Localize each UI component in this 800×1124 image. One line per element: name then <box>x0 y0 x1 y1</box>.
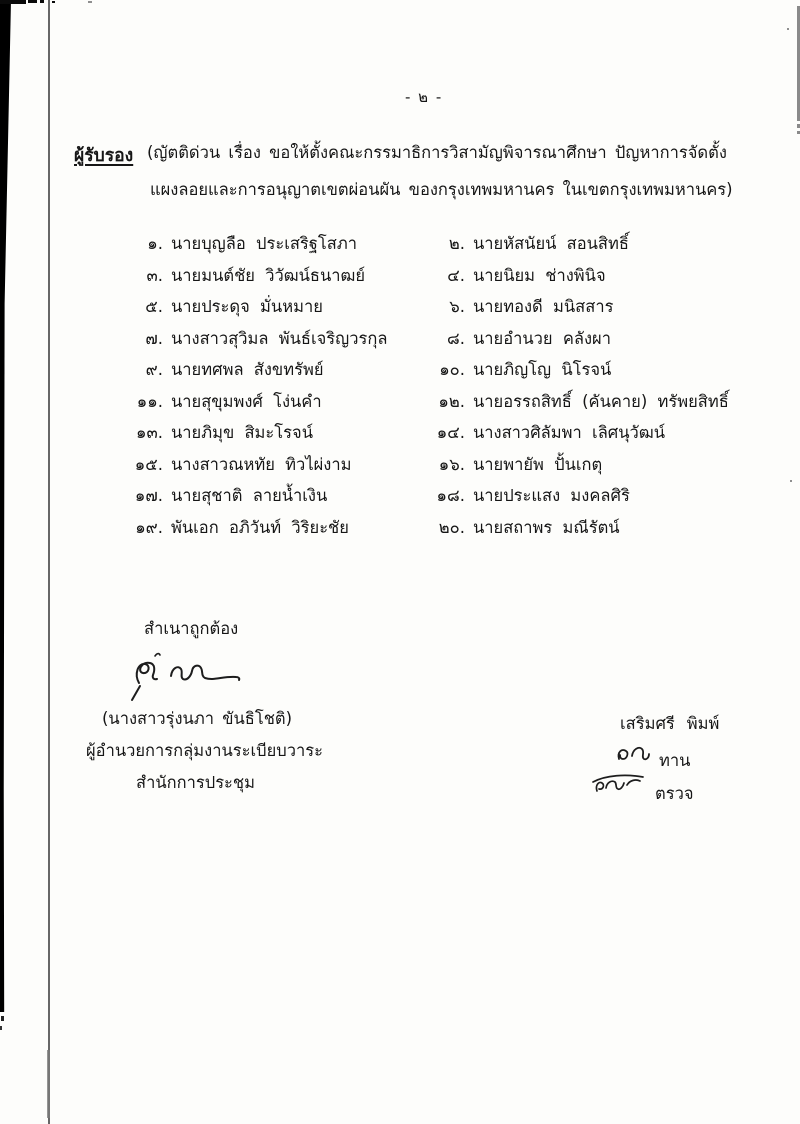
endorser-number: ๙. <box>145 360 163 379</box>
endorser-number: ๑๖. <box>438 454 465 474</box>
endorser-row <box>423 483 729 515</box>
endorser-name: นายสถาพร มณีรัตน์ <box>473 517 620 537</box>
scan-top-smudge <box>40 0 44 3</box>
scan-margin-line <box>48 0 50 1124</box>
endorser-row <box>121 483 387 515</box>
endorser-row <box>423 515 729 547</box>
endorser-name: นายภิมุข สิมะโรจน์ <box>171 423 313 442</box>
endorser-name: นางสาวณหทัย ทิวไผ่งาม <box>171 454 352 474</box>
endorser-number: ๓. <box>146 265 163 285</box>
typist-line <box>620 712 719 736</box>
endorser-number: ๑๑. <box>136 391 163 411</box>
endorser-row <box>121 231 387 263</box>
scan-right-edge-dash <box>797 131 800 134</box>
endorser-row <box>423 294 729 326</box>
scan-speck <box>790 480 792 482</box>
endorser-row <box>423 452 729 484</box>
typist-name: เสริมศรี <box>620 714 675 733</box>
certified-copy-label: สำเนาถูกต้อง <box>144 619 239 638</box>
proof-initials-scribble <box>612 744 654 766</box>
scan-speck <box>1 1016 4 1021</box>
scan-speck <box>0 1026 2 1030</box>
endorser-name: พันเอก อภิวันท์ วิริยะชัย <box>171 517 349 537</box>
endorser-number: ๘. <box>447 328 465 348</box>
scan-top-smudge <box>28 0 37 3</box>
signer-name: (นางสาวรุ่งนภา ขันธิโชติ) <box>102 709 293 728</box>
endorser-number: ๑๗. <box>134 486 163 505</box>
endorser-number: ๒๐. <box>438 517 465 537</box>
endorser-number: ๑๕. <box>134 454 163 474</box>
endorser-row <box>121 263 387 295</box>
endorser-name: นายประดุจ มั่นหมาย <box>171 297 323 316</box>
scan-speck <box>88 1 92 3</box>
endorsers-right-column <box>423 231 729 546</box>
typist-label: พิมพ์ <box>686 714 720 733</box>
endorser-number: ๑. <box>147 234 163 253</box>
endorser-name: นายอรรถสิทธิ์ (คันคาย) ทรัพยสิทธิ์ <box>473 391 729 411</box>
endorser-name: นายทศพล สังขทรัพย์ <box>171 360 324 379</box>
endorser-row <box>423 231 729 263</box>
endorser-name: นายประแสง มงคลศิริ <box>473 486 630 505</box>
endorser-name: นางสาวศิลัมพา เลิศนุวัฒน์ <box>473 423 666 442</box>
endorser-number: ๑๐. <box>439 360 465 379</box>
endorser-name: นายพายัพ ปั้นเกตุ <box>473 454 603 474</box>
endorser-number: ๒. <box>448 234 465 253</box>
scan-margin-line-bottom-segment <box>47 1050 50 1118</box>
endorser-name: นายสุขุมพงศ์ โง่นคำ <box>171 391 322 411</box>
proof-label: ทาน <box>659 751 691 770</box>
scan-right-edge-dash <box>797 124 800 128</box>
endorser-row <box>423 326 729 358</box>
endorser-row <box>121 452 387 484</box>
endorser-row <box>121 357 387 389</box>
endorser-number: ๗. <box>145 328 163 348</box>
endorser-row <box>423 357 729 389</box>
endorser-row <box>423 420 729 452</box>
check-initials-scribble <box>590 772 648 798</box>
check-label: ตรวจ <box>655 784 694 803</box>
scan-right-edge-line <box>797 6 800 121</box>
endorser-name: นายอำนวย คลังผา <box>473 328 611 348</box>
page-number: - ๒ - <box>405 88 442 106</box>
signer-office: สำนักการประชุม <box>136 773 255 792</box>
endorsers-left-column <box>121 231 387 546</box>
endorser-name: นายบุญลือ ประเสริฐโสภา <box>171 234 357 253</box>
endorser-number: ๑๙. <box>135 517 163 537</box>
endorser-row <box>423 263 729 295</box>
endorser-row <box>121 420 387 452</box>
motion-subject-line-1: (ญัตติด่วน เรื่อง ขอให้ตั้งคณะกรรมาธิการวิสามัญพิจารณาศึกษา ปัญหาการจัดตั้ง <box>147 143 727 162</box>
scan-top-smudge <box>52 1 55 3</box>
endorser-name: นายทองดี มนิสสาร <box>473 297 614 316</box>
endorser-row <box>121 326 387 358</box>
endorser-number: ๑๓. <box>136 423 163 442</box>
endorser-number: ๑๔. <box>436 423 465 442</box>
endorser-name: นายสุชาติ ลายน้ำเงิน <box>171 486 328 505</box>
endorser-number: ๕. <box>145 297 163 316</box>
scan-left-edge-bar <box>0 0 11 1012</box>
endorser-row <box>121 294 387 326</box>
endorser-name: นายนิยม ช่างพินิจ <box>473 265 606 285</box>
endorser-number: ๑๘. <box>436 486 465 505</box>
endorser-name: นายหัสนัยน์ สอนสิทธิ์ <box>473 234 629 253</box>
endorser-name: นางสาวสุวิมล พันธ์เจริญวรกุล <box>171 328 388 348</box>
section-heading-endorsers: ผู้รับรอง <box>74 146 134 166</box>
signer-title: ผู้อำนวยการกลุ่มงานระเบียบวาระ <box>86 741 323 760</box>
signature-scribble <box>124 650 244 702</box>
endorser-name: นายมนต์ชัย วิวัฒน์ธนาฒย์ <box>171 265 366 285</box>
scan-speck <box>787 28 789 30</box>
endorser-row <box>121 515 387 547</box>
endorser-number: ๑๒. <box>438 391 465 411</box>
endorser-number: ๖. <box>449 297 465 316</box>
endorser-name: นายภิญโญ นิโรจน์ <box>473 360 612 379</box>
endorser-number: ๔. <box>447 265 465 285</box>
motion-subject-line-2: แผงลอยและการอนุญาตเขตผ่อนผัน ของกรุงเทพมหานคร ในเขตกรุงเทพมหานคร) <box>150 180 733 199</box>
endorser-row <box>423 389 729 421</box>
scan-top-smudge <box>0 0 26 4</box>
endorser-row <box>121 389 387 421</box>
